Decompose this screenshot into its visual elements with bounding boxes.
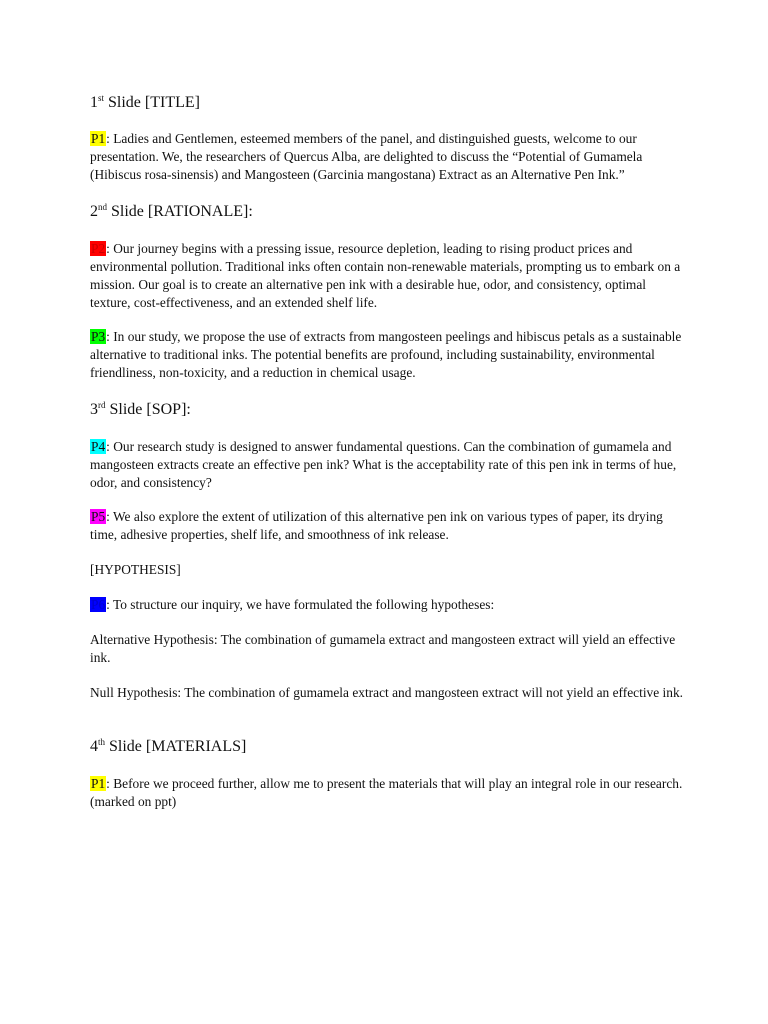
speaker-tag-p1: P1 xyxy=(91,131,106,146)
slide1-heading-ordinal: st xyxy=(98,93,105,103)
slide4-heading-number: 4 xyxy=(90,738,98,755)
alternative-hypothesis-paragraph xyxy=(90,631,688,667)
hypothesis-intro-text: : To structure our inquiry, we have formulated the following hypotheses: xyxy=(106,597,495,612)
null-hypothesis-paragraph xyxy=(90,684,688,702)
slide4-heading-text: Slide [MATERIALS] xyxy=(105,738,247,755)
slide4-heading xyxy=(90,737,246,757)
hypothesis-heading xyxy=(90,561,688,579)
slide2-p3-text: : In our study, we propose the use of extracts from mangosteen peelings and hibiscus petals as a sustainable alternative to traditional inks. The potential benefits are profound, including sustainability, environmental friendliness, non-toxicity, and a reduction in chemical usage. xyxy=(90,329,682,380)
slide1-text: : Ladies and Gentlemen, esteemed members of the panel, and distinguished guests, welcome to our presentation. We, the researchers of Quercus Alba, are delighted to discuss the “Potential of Gumamela (Hibiscus rosa-sinensis) and Mangosteen (Garcinia mangostana) Extract as an Alternative Pen Ink.” xyxy=(90,131,643,182)
hypothesis-heading-text: [HYPOTHESIS] xyxy=(90,562,181,577)
slide2-heading-ordinal: nd xyxy=(98,202,107,212)
slide2-heading xyxy=(90,202,253,222)
slide1-heading xyxy=(90,93,200,113)
slide2-heading-number: 2 xyxy=(90,203,98,220)
slide4-text: : Before we proceed further, allow me to present the materials that will play an integral role in our research. (marked on ppt) xyxy=(90,776,683,809)
slide3-paragraph-p5 xyxy=(90,508,688,544)
speaker-tag-p3: P3 xyxy=(91,329,106,344)
slide3-p5-text: : We also explore the extent of utilization of this alternative pen ink on various types of paper, its drying time, adhesive properties, shelf life, and smoothness of ink release. xyxy=(90,509,663,542)
speaker-tag-p1-slide4: P1 xyxy=(91,776,106,791)
slide1-paragraph xyxy=(90,130,688,184)
slide3-heading-text: Slide [SOP]: xyxy=(105,401,191,418)
speaker-tag-p6: P6 xyxy=(91,597,106,612)
slide2-paragraph-p3 xyxy=(90,328,688,382)
slide2-p2-text: : Our journey begins with a pressing issue, resource depletion, leading to rising product prices and environmental pollution. Traditional inks often contain non-renewable materials, prompting us to embark on a mission. Our goal is to create an alternative pen ink with a desirable hue, odor, and consistency, optimal texture, cost-effectiveness, and an extended shelf life. xyxy=(90,241,681,310)
alternative-hypothesis-text: Alternative Hypothesis: The combination of gumamela extract and mangosteen extract will yield an effective ink. xyxy=(90,632,676,665)
null-hypothesis-text: Null Hypothesis: The combination of gumamela extract and mangosteen extract will not yield an effective ink. xyxy=(90,685,683,700)
speaker-tag-p2: P2 xyxy=(91,241,106,256)
slide2-paragraph-p2 xyxy=(90,240,688,312)
slide4-heading-ordinal: th xyxy=(98,737,106,747)
speaker-tag-p4: P4 xyxy=(91,439,106,454)
slide1-heading-number: 1 xyxy=(90,94,98,111)
slide3-heading-ordinal: rd xyxy=(98,400,106,410)
hypothesis-intro-paragraph xyxy=(90,596,688,614)
slide1-heading-text: Slide [TITLE] xyxy=(104,94,200,111)
slide3-p4-text: : Our research study is designed to answer fundamental questions. Can the combination of gumamela and mangosteen extracts create an effective pen ink? What is the acceptability rate of this pen ink in terms of hue, odor, and consistency? xyxy=(90,439,677,490)
slide2-heading-text: Slide [RATIONALE]: xyxy=(107,203,253,220)
slide3-paragraph-p4 xyxy=(90,438,688,492)
slide3-heading-number: 3 xyxy=(90,401,98,418)
slide3-heading xyxy=(90,400,191,420)
speaker-tag-p5: P5 xyxy=(91,509,106,524)
slide4-paragraph xyxy=(90,775,688,811)
